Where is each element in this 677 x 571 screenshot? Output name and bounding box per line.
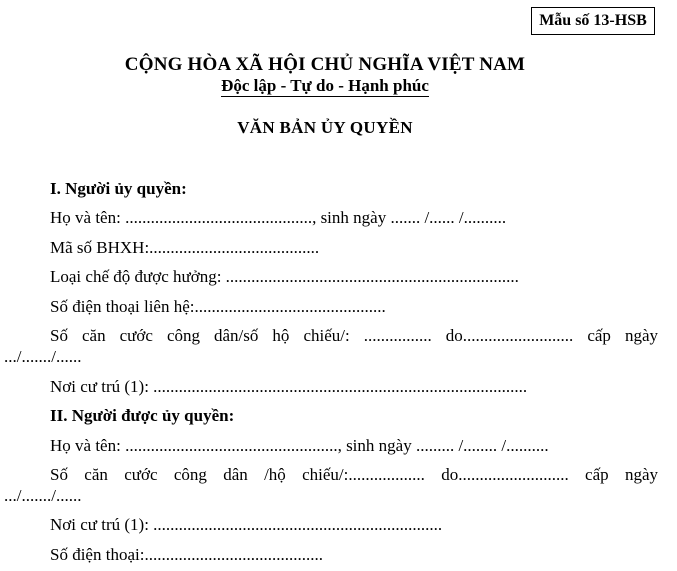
grantor-phone-line: Số điện thoại liên hệ:............................................. (50, 297, 386, 316)
nation-header: CỘNG HÒA XÃ HỘI CHỦ NGHĨA VIỆT NAM (124, 54, 526, 75)
grantor-name-line: Họ và tên: ............................................, sinh ngày ....... /...... /.......... (50, 208, 507, 227)
grantee-id-line: Số căn cước công dân /hộ chiếu/:.................. do.......................... cấp ngày (50, 465, 658, 484)
motto: Độc lập - Tự do - Hạnh phúc (221, 76, 429, 95)
grantor-id-date-line: .../......./...... (4, 347, 82, 366)
grantee-id-date-line: .../......./...... (4, 486, 82, 505)
grantee-residence-line: Nơi cư trú (1): .................................................................... (50, 515, 443, 534)
form-code-box: Mẫu số 13-HSB (531, 7, 655, 35)
grantee-name-line: Họ và tên: .................................................., sinh ngày ......... /........ /.......... (50, 436, 549, 455)
grantor-id-line: Số căn cước công dân/số hộ chiếu/: ................ do.......................... cấp ngày (50, 326, 658, 345)
grantor-bhxh-line: Mã số BHXH:........................................ (50, 238, 320, 257)
document-title: VĂN BẢN ỦY QUYỀN (237, 118, 413, 137)
section2-heading: II. Người được ủy quyền: (50, 406, 235, 425)
section1-heading: I. Người ủy quyền: (50, 179, 187, 198)
grantee-phone-line: Số điện thoại:.......................................... (50, 545, 323, 564)
motto-wrapper (0, 76, 650, 97)
grantor-regime-line: Loại chế độ được hưởng: ..................................................................... (50, 267, 519, 286)
grantor-residence-line: Nơi cư trú (1): ........................................................................................ (50, 377, 528, 396)
